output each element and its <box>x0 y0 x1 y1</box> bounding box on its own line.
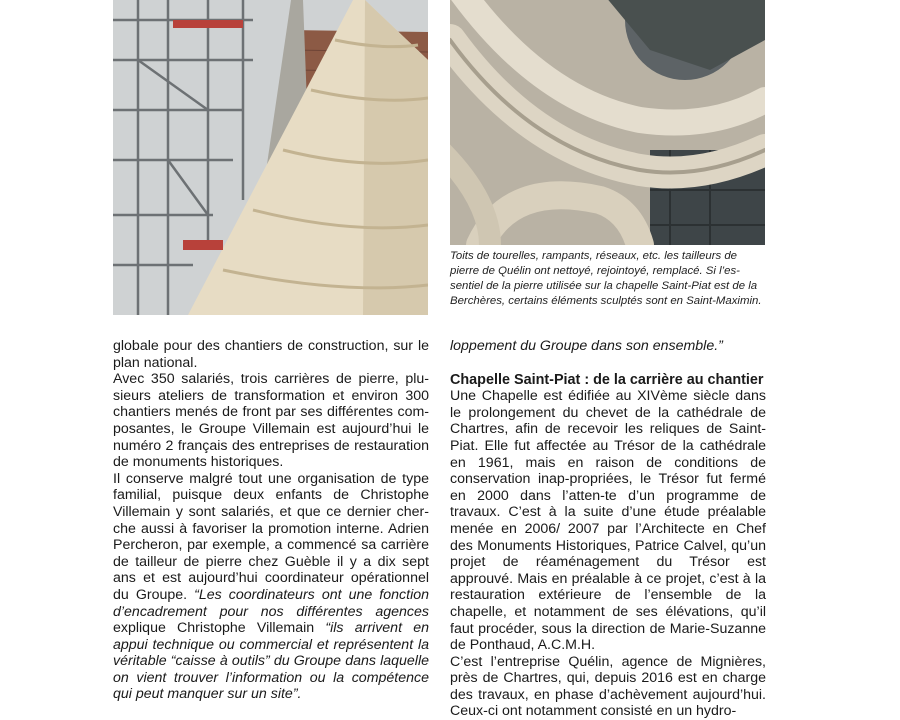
quote-ending-text: loppement du Groupe dans son ensemble.” <box>450 338 723 354</box>
support-quote: “ils arrivent en appui technique ou commercial et représentent la véritable “caisse à outils” du Groupe dans laquelle on vient trouver l’information ou la compétence qui peut manquer sur un site”. <box>113 620 429 703</box>
article-right-column <box>450 338 766 720</box>
photo-caption: Toits de tourelles, rampants, réseaux, etc. les tailleurs de pierre de Quélin ont nettoyé, rejointoyé, remplacé. Si l’es-sentiel de la pierre utilisée sur la chapelle Saint-Piat est de la Berchères, certains éléments sculptés sont en Saint-Maximin. <box>450 250 762 307</box>
family-organisation-text: Il conserve malgré tout une organisation de type familial, puisque deux enfants de Christophe Villemain y sont salariés, et que ce dernier cher-che aussi à favoriser la promotion interne. Adrien Percheron, par exemple, a commencé sa carrière de tailleur de pierre chez Guèble il y a dix sept ans et est aujourd’hui coordinateur opérationnel du Groupe. <box>113 470 429 603</box>
article-left-column <box>113 338 429 703</box>
paragraph-chapel-history: Une Chapelle est édifiée au XIVème siècle dans le prolongement du chevet de la cathédrale de Chartres, afin de recevoir les reliques de Saint-Piat. Elle fut affectée au Trésor de la cathédrale en 1961, mais en raison de conditions de conservation inap-propriées, le Trésor fut fermé en 2000 dans l’atten-te d’un programme de travaux. C’est à la suite d’une étude préalable menée en 2006/ 2007 par l’Architecte en Chef des Monuments Historiques, Patrice Calvel, qu’un projet de réaménagement du Trésor est approuvé. Mais en préalable à ce projet, c’est à la restauration extérieure de l’ensemble de la chapelle, et notamment de ses élévations, qu’il faut procéder, sous la direction de Marie-Suzanne de Ponthaud, A.C.M.H. <box>450 388 766 654</box>
section-heading: Chapelle Saint-Piat : de la carrière au chantier <box>450 371 764 388</box>
paragraph-company-figures: Avec 350 salariés, trois carrières de pierre, plu-sieurs ateliers de transformation et environ 300 chantiers menés de front par ses différentes com-posantes, le Groupe Villemain est aujourd’hui le numéro 2 français des entreprises de restauration de monuments historiques. <box>113 371 429 471</box>
tracery-window-photo <box>450 0 765 245</box>
turret-roof-photo <box>113 0 428 315</box>
paragraph-quelin-works: C’est l’entreprise Quélin, agence de Mignières, près de Chartres, qui, depuis 2016 est en charge des travaux, en phase d’achèvement aujourd’hui. Ceux-ci ont notamment consisté en un hydro- <box>450 653 766 720</box>
coordinators-quote: “Les coordinateurs ont une fonction d’encadrement pour nos différentes agences <box>113 586 429 620</box>
paragraph-national: globale pour des chantiers de construction, sur le plan national. <box>113 338 429 371</box>
section-spacer <box>450 355 766 372</box>
quote-ending <box>450 338 766 355</box>
turret-roof-image <box>113 0 428 315</box>
tracery-window-image <box>450 0 765 245</box>
paragraph-family-organisation <box>113 471 429 703</box>
attribution-text: explique Christophe Villemain <box>113 620 326 637</box>
